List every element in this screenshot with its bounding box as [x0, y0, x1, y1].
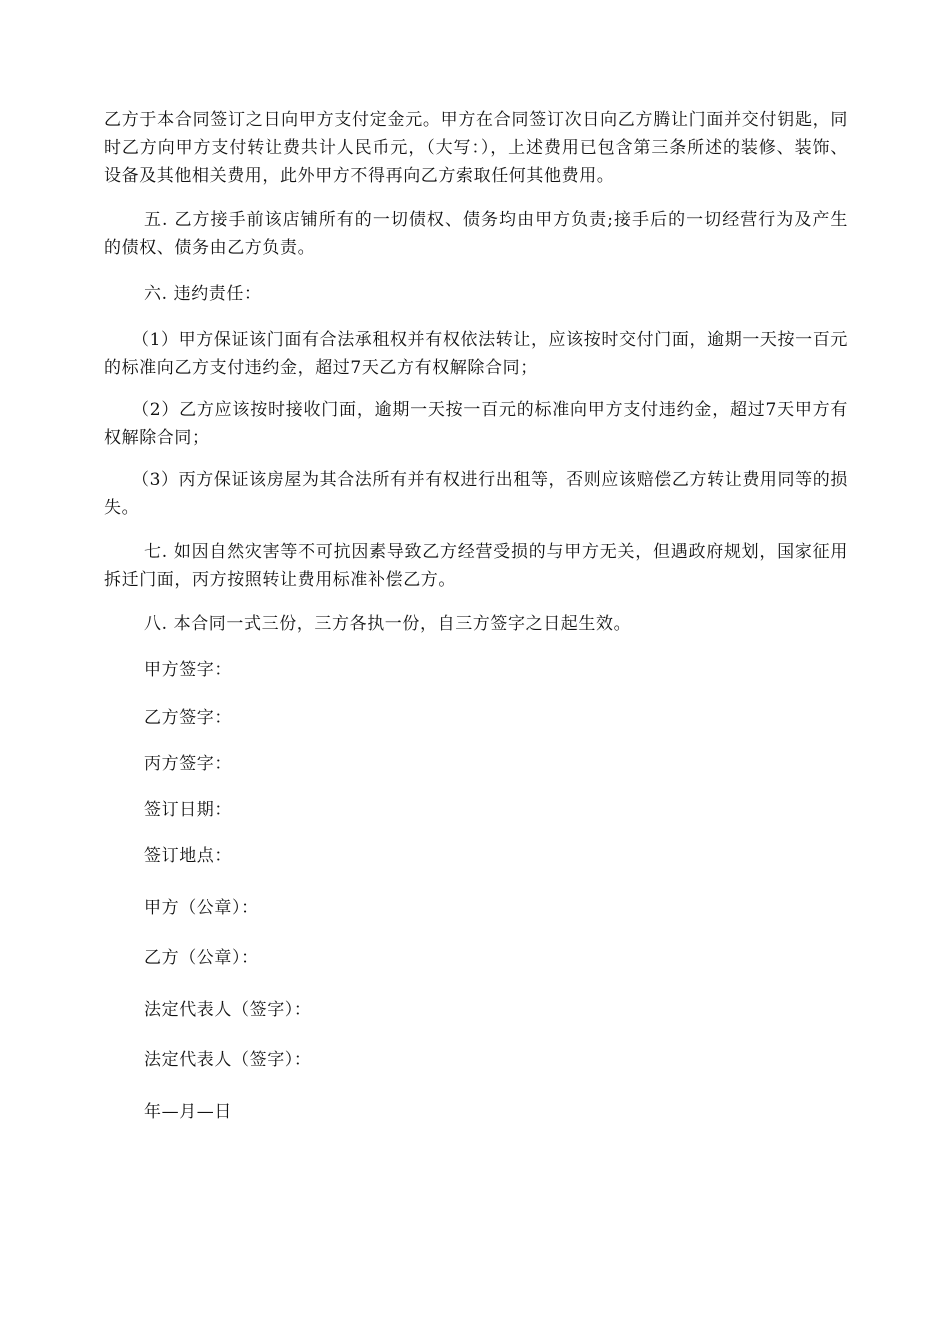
legal-representative-line-2: 法定代表人（签字）：	[144, 1050, 312, 1070]
clause-six-item-3: （3）丙方保证该房屋为其合法所有并有权进行出租等，否则应该赔偿乙方转让费用同等的损失。	[104, 470, 848, 518]
clause-eight-paragraph: 八. 本合同一式三份，三方各执一份，自三方签字之日起生效。	[144, 614, 632, 634]
party-a-seal-line: 甲方（公章）：	[144, 898, 259, 918]
clause-seven-paragraph: 七. 如因自然灾害等不可抗因素导致乙方经营受损的与甲方无关，但遇政府规划，国家征用拆迁门面，丙方按照转让费用标准补偿乙方。	[104, 542, 848, 590]
clause-five-paragraph: 五. 乙方接手前该店铺所有的一切债权、债务均由甲方负责;接手后的一切经营行为及产生的债权、债务由乙方负责。	[104, 210, 848, 258]
legal-representative-line-1: 法定代表人（签字）：	[144, 1000, 312, 1020]
party-a-signature-line: 甲方签字：	[144, 660, 232, 680]
clause-six-item-2: （2）乙方应该按时接收门面，逾期一天按一百元的标准向甲方支付违约金，超过7天甲方有权解除合同；	[104, 400, 848, 448]
party-b-signature-line: 乙方签字：	[144, 708, 232, 728]
clause-six-item-1: （1）甲方保证该门面有合法承租权并有权依法转让，应该按时交付门面，逾期一天按一百元的标准向乙方支付违约金，超过7天乙方有权解除合同；	[104, 330, 848, 378]
party-b-seal-line: 乙方（公章）：	[144, 948, 259, 968]
clause-six-heading: 六. 违约责任：	[144, 284, 262, 304]
date-placeholder-line: 年—月—日	[144, 1102, 232, 1122]
signing-place-line: 签订地点：	[144, 846, 232, 866]
clause-payment-paragraph: 乙方于本合同签订之日向甲方支付定金元。甲方在合同签订次日向乙方腾让门面并交付钥匙，同时乙方向甲方支付转让费共计人民币元，（大写：），上述费用已包含第三条所述的装修、装饰、设备及其他相关费用，此外甲方不得再向乙方索取任何其他费用。	[104, 110, 848, 186]
party-c-signature-line: 丙方签字：	[144, 754, 232, 774]
signing-date-line: 签订日期：	[144, 800, 232, 820]
